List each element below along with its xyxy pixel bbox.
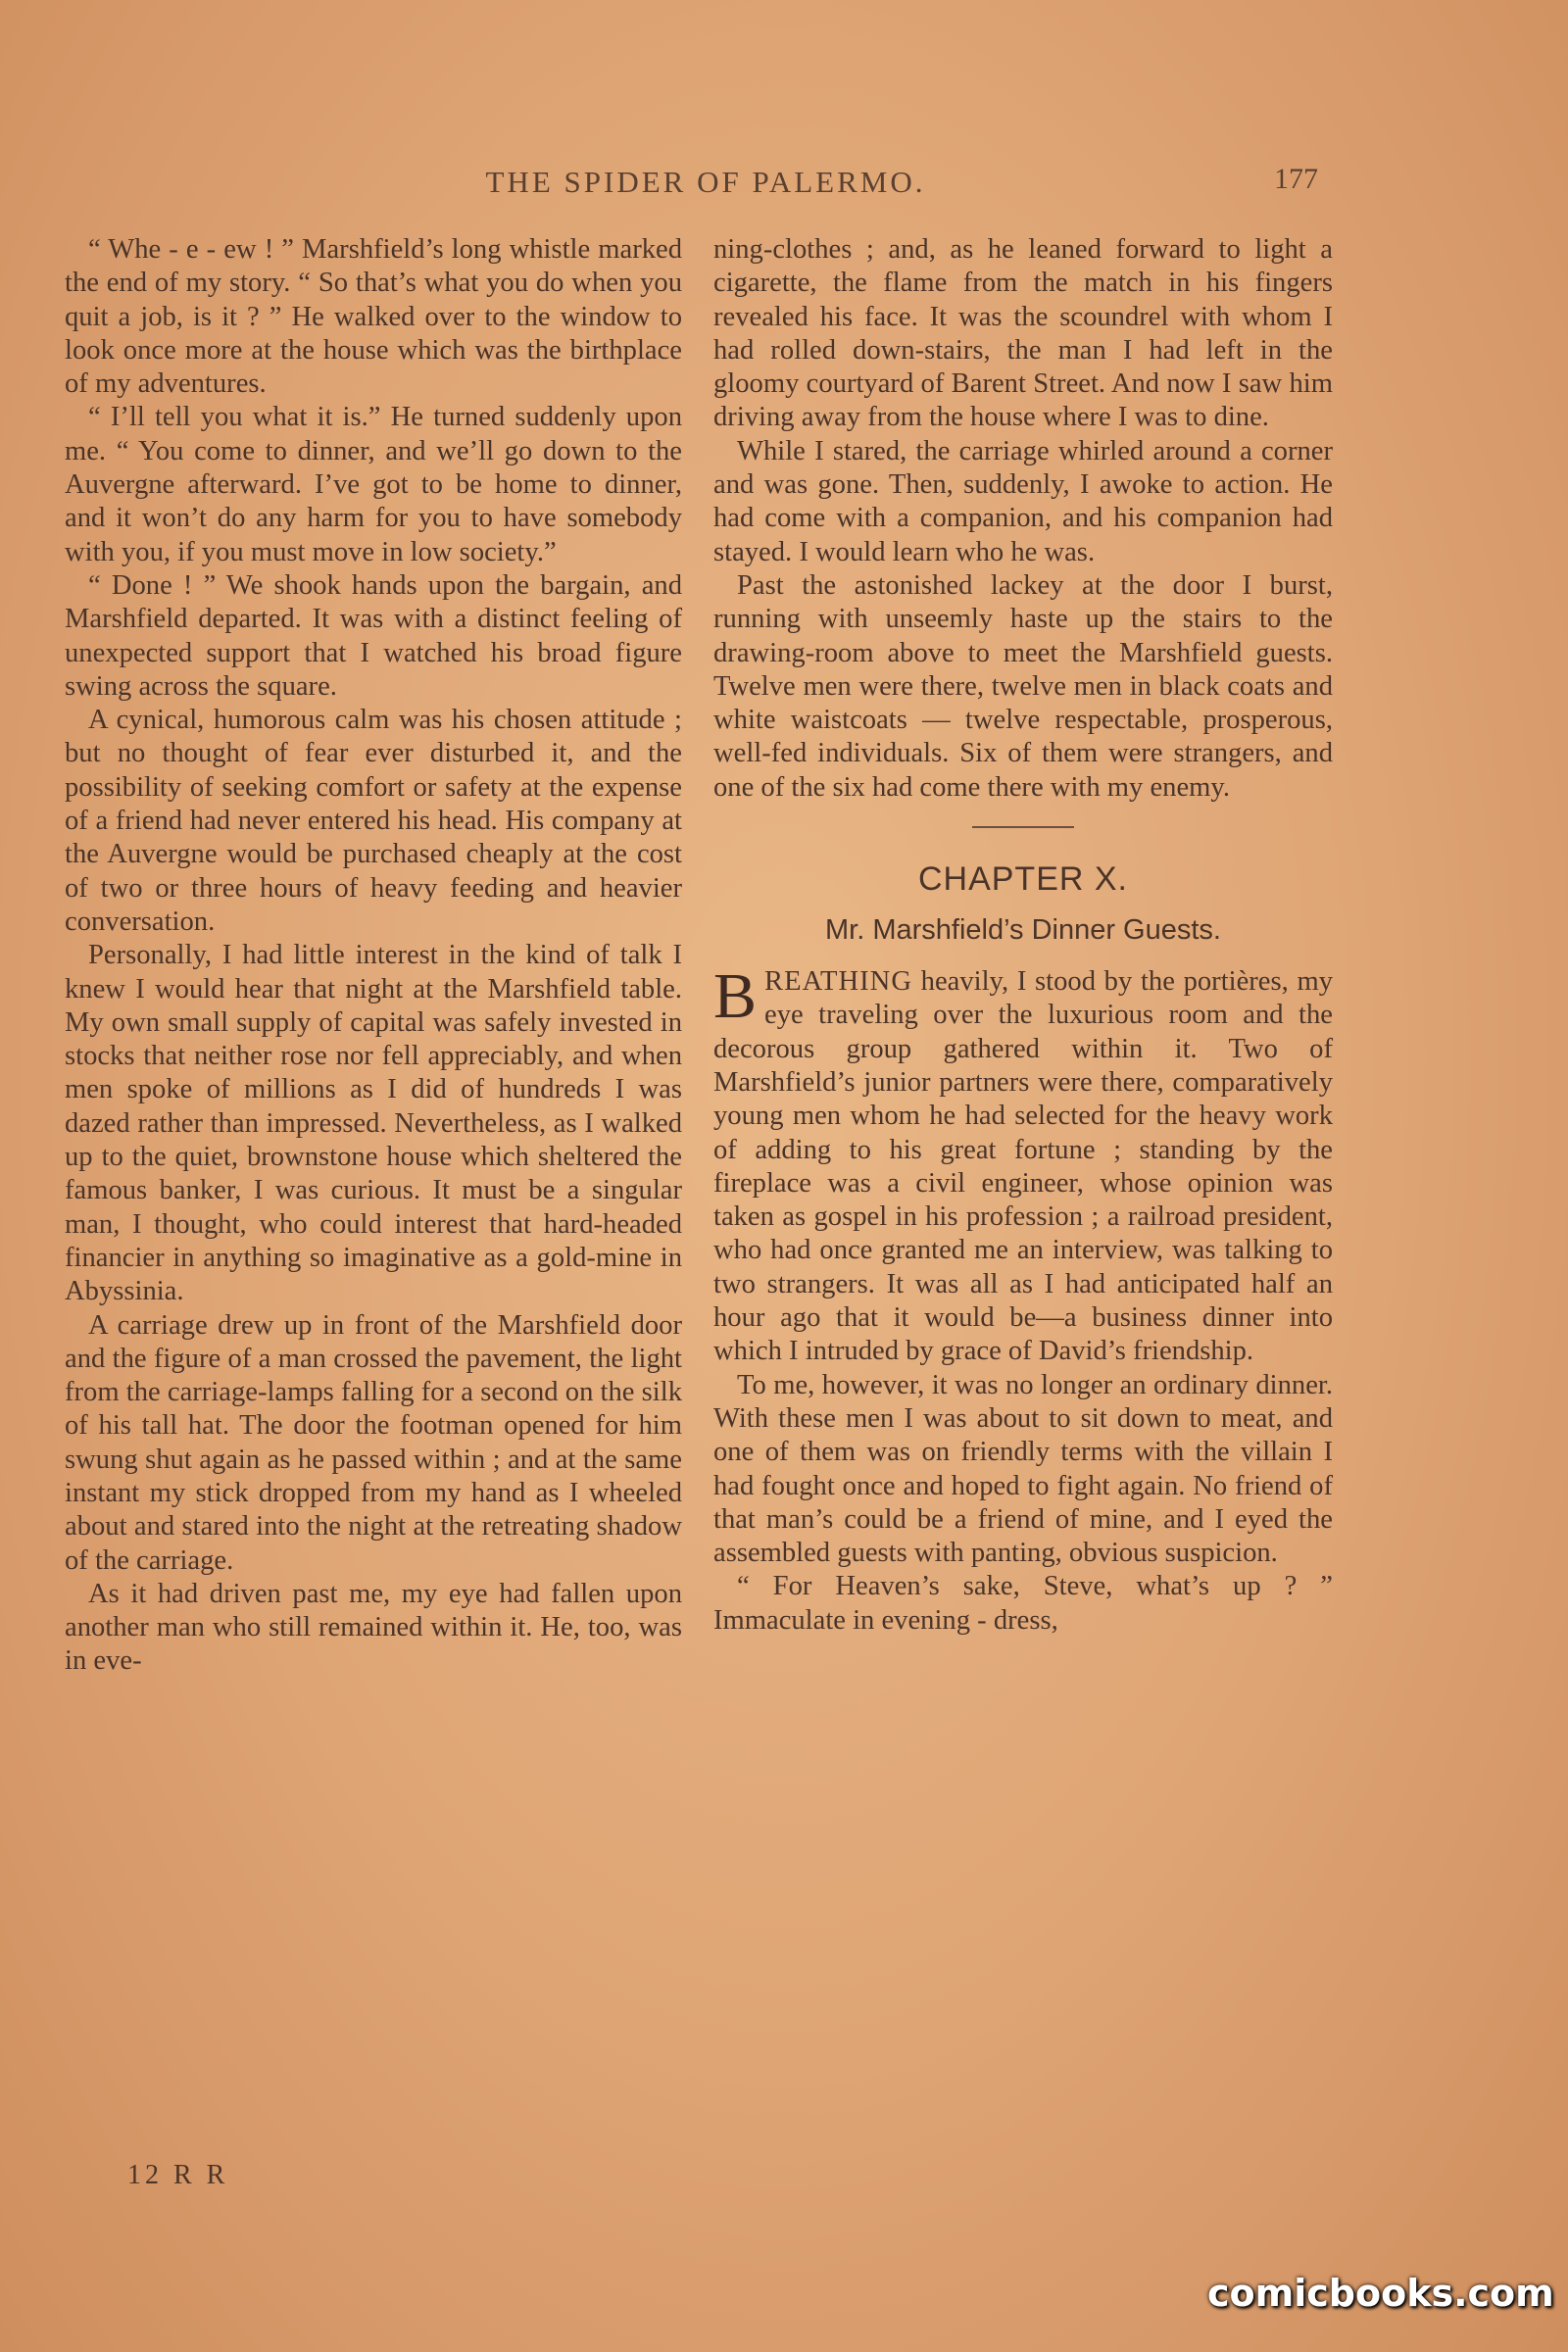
paragraph: “ I’ll tell you what it is.” He turned suddenly upon me. “ You come to dinner, and we’ll go down to the Auvergne afterward. I’ve got to be home to dinner, and it won’t do any harm for you to have somebody with you, if you must move in low society.”: [65, 402, 682, 567]
chapter-subtitle: Mr. Marshfield’s Dinner Guests.: [825, 914, 1221, 947]
chapter-title: CHAPTER X.: [917, 860, 1129, 899]
right-column: [713, 233, 1333, 1638]
paragraph: As it had driven past me, my eye had fallen upon another man who still remained within it. He, too, was in eve-: [65, 1578, 682, 1677]
page-number: 177: [1274, 163, 1318, 195]
paragraph: “ Done ! ” We shook hands upon the bargain, and Marshfield departed. It was with a distinct feeling of unexpected support that I watched his broad figure swing across the square.: [65, 569, 682, 702]
opening-word-rest: REATHING: [764, 966, 912, 998]
running-head: THE SPIDER OF PALERMO.: [485, 165, 926, 199]
paragraph: ning-clothes ; and, as he leaned forward to light a cigarette, the flame from the match in his fingers revealed his face. It was the scoundrel with whom I had rolled down-stairs, the man I had left in the gloomy courtyard of Barent Street. And now I saw him driving away from the house where I was to dine.: [713, 234, 1333, 433]
section-divider: [972, 826, 1074, 828]
watermark: comicbooks.com: [1207, 2272, 1554, 2315]
paragraph: “ Whe - e - ew ! ” Marshfield’s long whistle marked the end of my story. “ So that’s what you do when you quit a job, is it ? ” He walked over to the window to look once more at the house which was the birthplace of my adventures.: [65, 234, 682, 400]
paragraph: A cynical, humorous calm was his chosen attitude ; but no thought of fear ever disturbed it, and the possibility of seeking comfort or safety at the expense of a friend had never entered his head. His company at the Auvergne would be purchased cheaply at the cost of two or three hours of heavy feeding and heavier conversation.: [65, 705, 682, 937]
paragraph: Personally, I had little interest in the kind of talk I knew I would hear that night at the Marshfield table. My own small supply of capital was safely invested in stocks that neither rose nor fell appreciably, and when men spoke of millions as I did of hundreds I was dazed rather than impressed. Nevertheless, as I walked up to the quiet, brownstone house which sheltered the famous banker, I was curious. It must be a singular man, I thought, who could interest that hard-headed financier in anything so imaginative as a gold-mine in Abyssinia.: [65, 940, 682, 1307]
signature-mark: 12 R R: [127, 2160, 229, 2190]
drop-cap: B: [713, 960, 758, 1033]
paragraph: Past the astonished lackey at the door I burst, running with unseemly haste up the stairs to the drawing-room above to meet the Marshfield guests. Twelve men were there, twelve men in black coats and white waistcoats — twelve respectable, prosperous, well-fed individuals. Six of them were strangers, and one of the six had come there with my enemy.: [713, 569, 1333, 803]
opening-paragraph-text: heavily, I stood by the portières, my eye traveling over the luxurious room and the decorous group gathered within it. Two of Marshfield’s junior partners were there, comparatively young men whom he had selected for the heavy work of adding to his great fortune ; standing by the fireplace was a civil engineer, whose opinion was taken as gospel in his profession ; a railroad president, who had once granted me an interview, was talking to two strangers. It was all as I had anticipated half an hour ago that it would be—a business dinner into which I intruded by grace of David’s friendship.: [713, 966, 1333, 1367]
paragraph: While I stared, the carriage whirled around a corner and was gone. Then, suddenly, I awoke to action. He had come with a companion, and his companion had stayed. I would learn who he was.: [713, 435, 1333, 567]
left-column: [65, 233, 682, 1679]
paragraph: “ For Heaven’s sake, Steve, what’s up ? ” Immaculate in evening - dress,: [713, 1571, 1333, 1636]
paragraph: A carriage drew up in front of the Marshfield door and the figure of a man crossed the pavement, the light from the carriage-lamps falling for a second on the silk of his tall hat. The door the footman opened for him swung shut again as he passed within ; and at the same instant my stick dropped from my hand as I wheeled about and stared into the night at the retreating shadow of the carriage.: [65, 1309, 682, 1576]
paragraph: To me, however, it was no longer an ordinary dinner. With these men I was about to sit down to meat, and one of them was on friendly terms with the villain I had fought once and hoped to fight again. No friend of that man’s could be a friend of mine, and I eyed the assembled guests with panting, obvious suspicion.: [713, 1369, 1333, 1569]
chapter-opening-paragraph: [713, 960, 1333, 1369]
